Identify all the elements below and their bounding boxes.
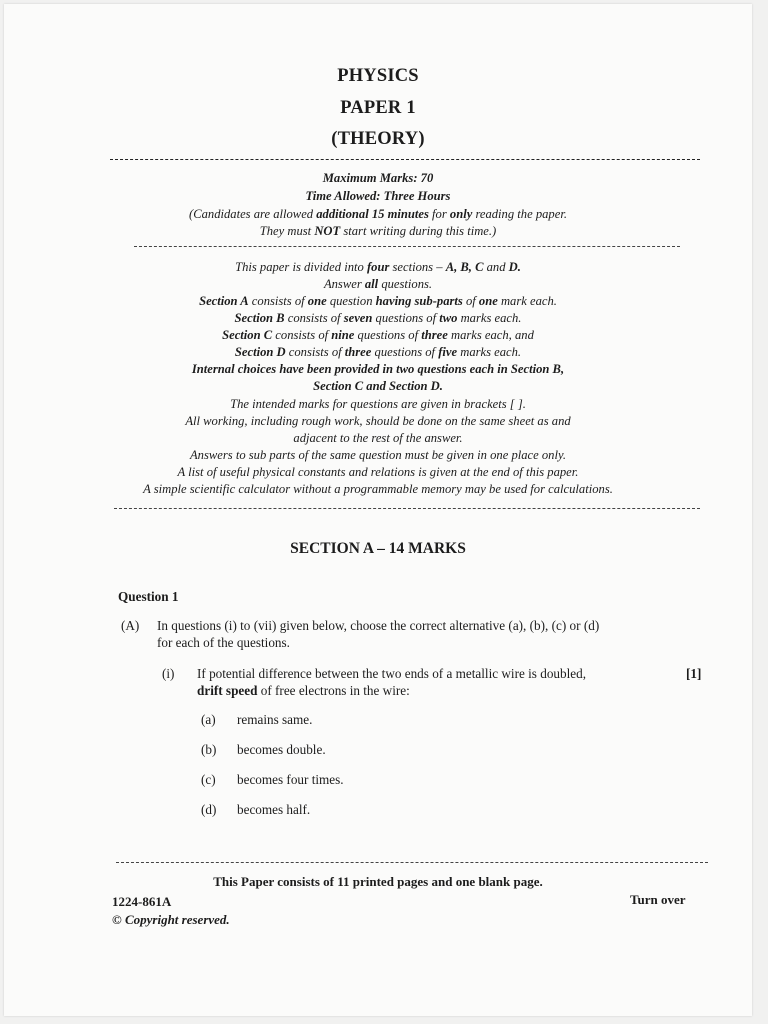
instructions-end-divider bbox=[114, 508, 700, 509]
option-d bbox=[201, 801, 310, 818]
part-label: (A) bbox=[121, 618, 140, 633]
option-b bbox=[201, 741, 326, 758]
option-text: remains same. bbox=[237, 712, 313, 727]
instruction-internal-choices-cont: Section C and Section D. bbox=[313, 379, 443, 393]
question-label: Question 1 bbox=[118, 589, 179, 604]
footer-divider bbox=[116, 862, 708, 863]
paper-code: 1224-861A bbox=[112, 894, 172, 909]
turn-over-note: Turn over bbox=[630, 892, 686, 907]
header-divider bbox=[110, 159, 700, 160]
subject-title: PHYSICS bbox=[337, 66, 419, 86]
instruction-internal-choices: Internal choices have been provided in two questions each in Section B, bbox=[191, 362, 565, 376]
part-instruction: In questions (i) to (vii) given below, choose the correct alternative (a), (b), (c) or (d) for each of the questions. bbox=[157, 618, 600, 650]
reading-time-note: (Candidates are allowed additional 15 minutes for only reading the paper. bbox=[189, 207, 567, 221]
instruction-section-c: Section C consists of nine questions of three marks each, and bbox=[222, 328, 534, 342]
instruction-answer-all: Answer all questions. bbox=[323, 277, 433, 291]
paper-number: PAPER 1 bbox=[340, 98, 416, 118]
instruction-sub-parts: Answers to sub parts of the same question must be given in one place only. bbox=[189, 448, 567, 462]
instruction-rough-work-cont: adjacent to the rest of the answer. bbox=[293, 431, 463, 445]
option-label: (c) bbox=[201, 772, 216, 787]
max-marks: Maximum Marks: 70 bbox=[322, 171, 434, 185]
option-label: (d) bbox=[201, 802, 217, 817]
option-c bbox=[201, 771, 344, 788]
instruction-constants: A list of useful physical constants and relations is given at the end of this paper. bbox=[177, 465, 579, 479]
marks-indicator: [1] bbox=[686, 666, 702, 681]
sub-question-text: If potential difference between the two ends of a metallic wire is doubled, drift speed of free electrons in the wire: bbox=[197, 666, 587, 698]
instructions-divider bbox=[134, 246, 680, 247]
option-a bbox=[201, 711, 312, 728]
instruction-calculator: A simple scientific calculator without a programmable memory may be used for calculations. bbox=[143, 482, 613, 496]
option-label: (a) bbox=[201, 712, 216, 727]
copyright-notice: © Copyright reserved. bbox=[112, 912, 230, 927]
instruction-section-a: Section A consists of one question having sub-parts of one mark each. bbox=[199, 294, 557, 308]
instruction-marks-brackets: The intended marks for questions are given in brackets [ ]. bbox=[230, 397, 526, 411]
option-label: (b) bbox=[201, 742, 217, 757]
option-text: becomes double. bbox=[237, 742, 326, 757]
option-text: becomes four times. bbox=[237, 772, 344, 787]
instruction-section-b: Section B consists of seven questions of two marks each. bbox=[234, 311, 522, 325]
no-writing-note: They must NOT start writing during this time.) bbox=[259, 224, 497, 238]
instruction-rough-work: All working, including rough work, should be done on the same sheet as and bbox=[185, 414, 571, 428]
instruction-sections: This paper is divided into four sections – A, B, C and D. bbox=[235, 260, 521, 274]
section-title: SECTION A – 14 MARKS bbox=[290, 540, 466, 557]
page-count-note: This Paper consists of 11 printed pages and one blank page. bbox=[213, 874, 543, 889]
instruction-section-d: Section D consists of three questions of five marks each. bbox=[234, 345, 522, 359]
option-text: becomes half. bbox=[237, 802, 311, 817]
paper-type: (THEORY) bbox=[331, 129, 425, 149]
exam-page bbox=[4, 4, 752, 1016]
sub-question-label: (i) bbox=[162, 666, 175, 681]
time-allowed: Time Allowed: Three Hours bbox=[305, 189, 451, 203]
